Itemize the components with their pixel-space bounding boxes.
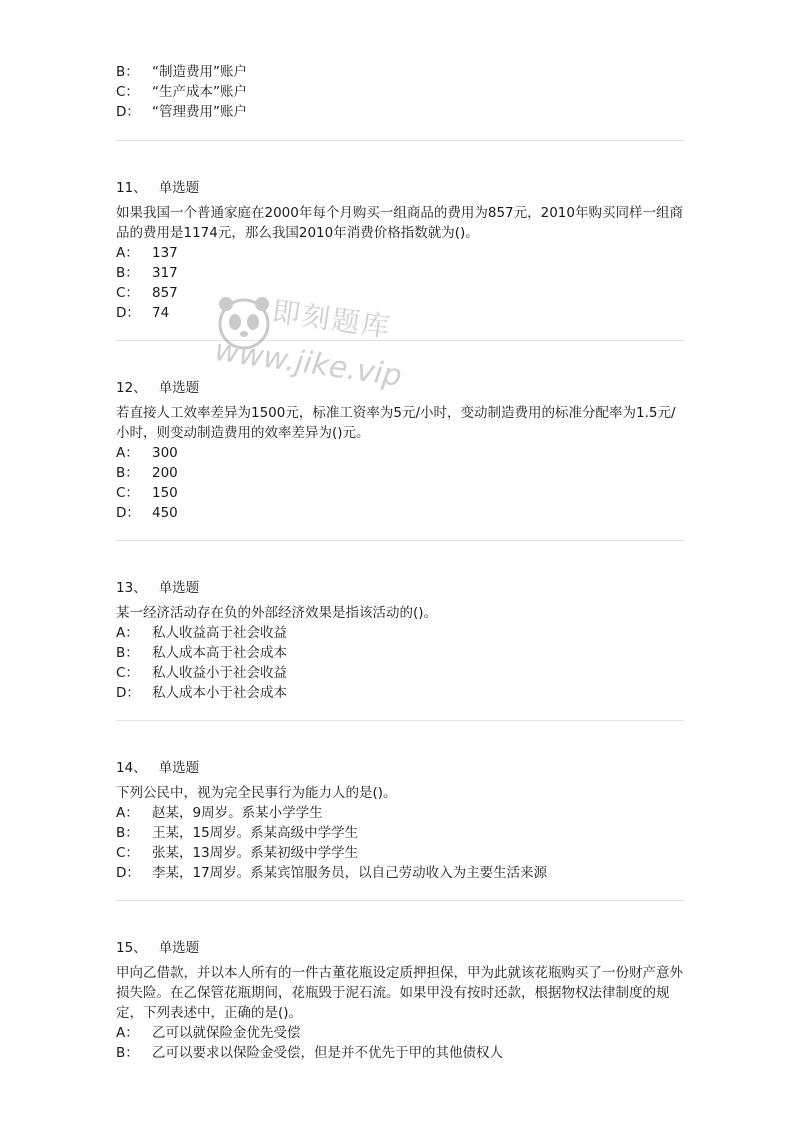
question-header: 15、 单选题 [116,940,200,956]
question-12 [116,378,684,523]
option-a: A： 赵某，9周岁。系某小学学生 [116,805,323,821]
question-header: 14、 单选题 [116,760,200,776]
divider [116,140,684,141]
question-header: 13、 单选题 [116,580,200,596]
watermark-brand: 即刻题库 [270,294,394,345]
option-b: B： 317 [116,265,178,281]
option-d: D： 李某，17周岁。系某宾馆服务员，以自己劳动收入为主要生活来源 [116,865,548,881]
question-stem: 下列公民中，视为完全民事行为能力人的是()。 [116,785,397,801]
option-c: C： 张某，13周岁。系某初级中学学生 [116,845,359,861]
option-b: B： 乙可以要求以保险金受偿，但是并不优先于甲的其他债权人 [116,1045,503,1061]
option-b: B： 私人成本高于社会成本 [116,645,287,661]
question-stem: 甲向乙借款，并以本人所有的一件古董花瓶设定质押担保，甲为此就该花瓶购买了一份财产意外损失险。在乙保管花瓶期间，花瓶毁于泥石流。如果甲没有按时还款，根据物权法律制度的规定，下列表述中，正确的是()。 [116,965,683,1021]
watermark [210,288,430,398]
question-header: 11、 单选题 [116,180,200,196]
question-header: 12、 单选题 [116,380,200,396]
question-stem: 如果我国一个普通家庭在2000年每个月购买一组商品的费用为857元，2010年购买同样一组商品的费用是1174元，那么我国2010年消费价格指数就为()。 [116,205,683,241]
watermark-url: www.jike.vip [212,333,404,394]
option-a: A： 300 [116,445,178,461]
option-d: D： 450 [116,505,178,521]
question-13 [116,578,684,703]
option-a: A： 私人收益高于社会收益 [116,625,287,641]
divider [116,540,684,541]
option-d: D： 私人成本小于社会成本 [116,685,287,701]
option-c: C： 私人收益小于社会收益 [116,665,287,681]
divider [116,900,684,901]
previous-question-options [116,62,684,122]
option-c: C： “生产成本”账户 [116,84,247,100]
option-b: B： “制造费用”账户 [116,64,247,80]
option-b: B： 200 [116,465,178,481]
question-stem: 若直接人工效率差异为1500元，标准工资率为5元/小时，变动制造费用的标准分配率为1.5元/小时，则变动制造费用的效率差异为()元。 [116,405,676,441]
option-a: A： 乙可以就保险金优先受偿 [116,1025,301,1041]
option-d: D： 74 [116,305,170,321]
question-stem: 某一经济活动存在负的外部经济效果是指该活动的()。 [116,605,438,621]
option-c: C： 150 [116,485,178,501]
divider [116,720,684,721]
option-a: A： 137 [116,245,178,261]
option-c: C： 857 [116,285,178,301]
question-15 [116,938,684,1063]
option-b: B： 王某，15周岁。系某高级中学学生 [116,825,359,841]
option-d: D： “管理费用”账户 [116,104,247,120]
question-14 [116,758,684,883]
